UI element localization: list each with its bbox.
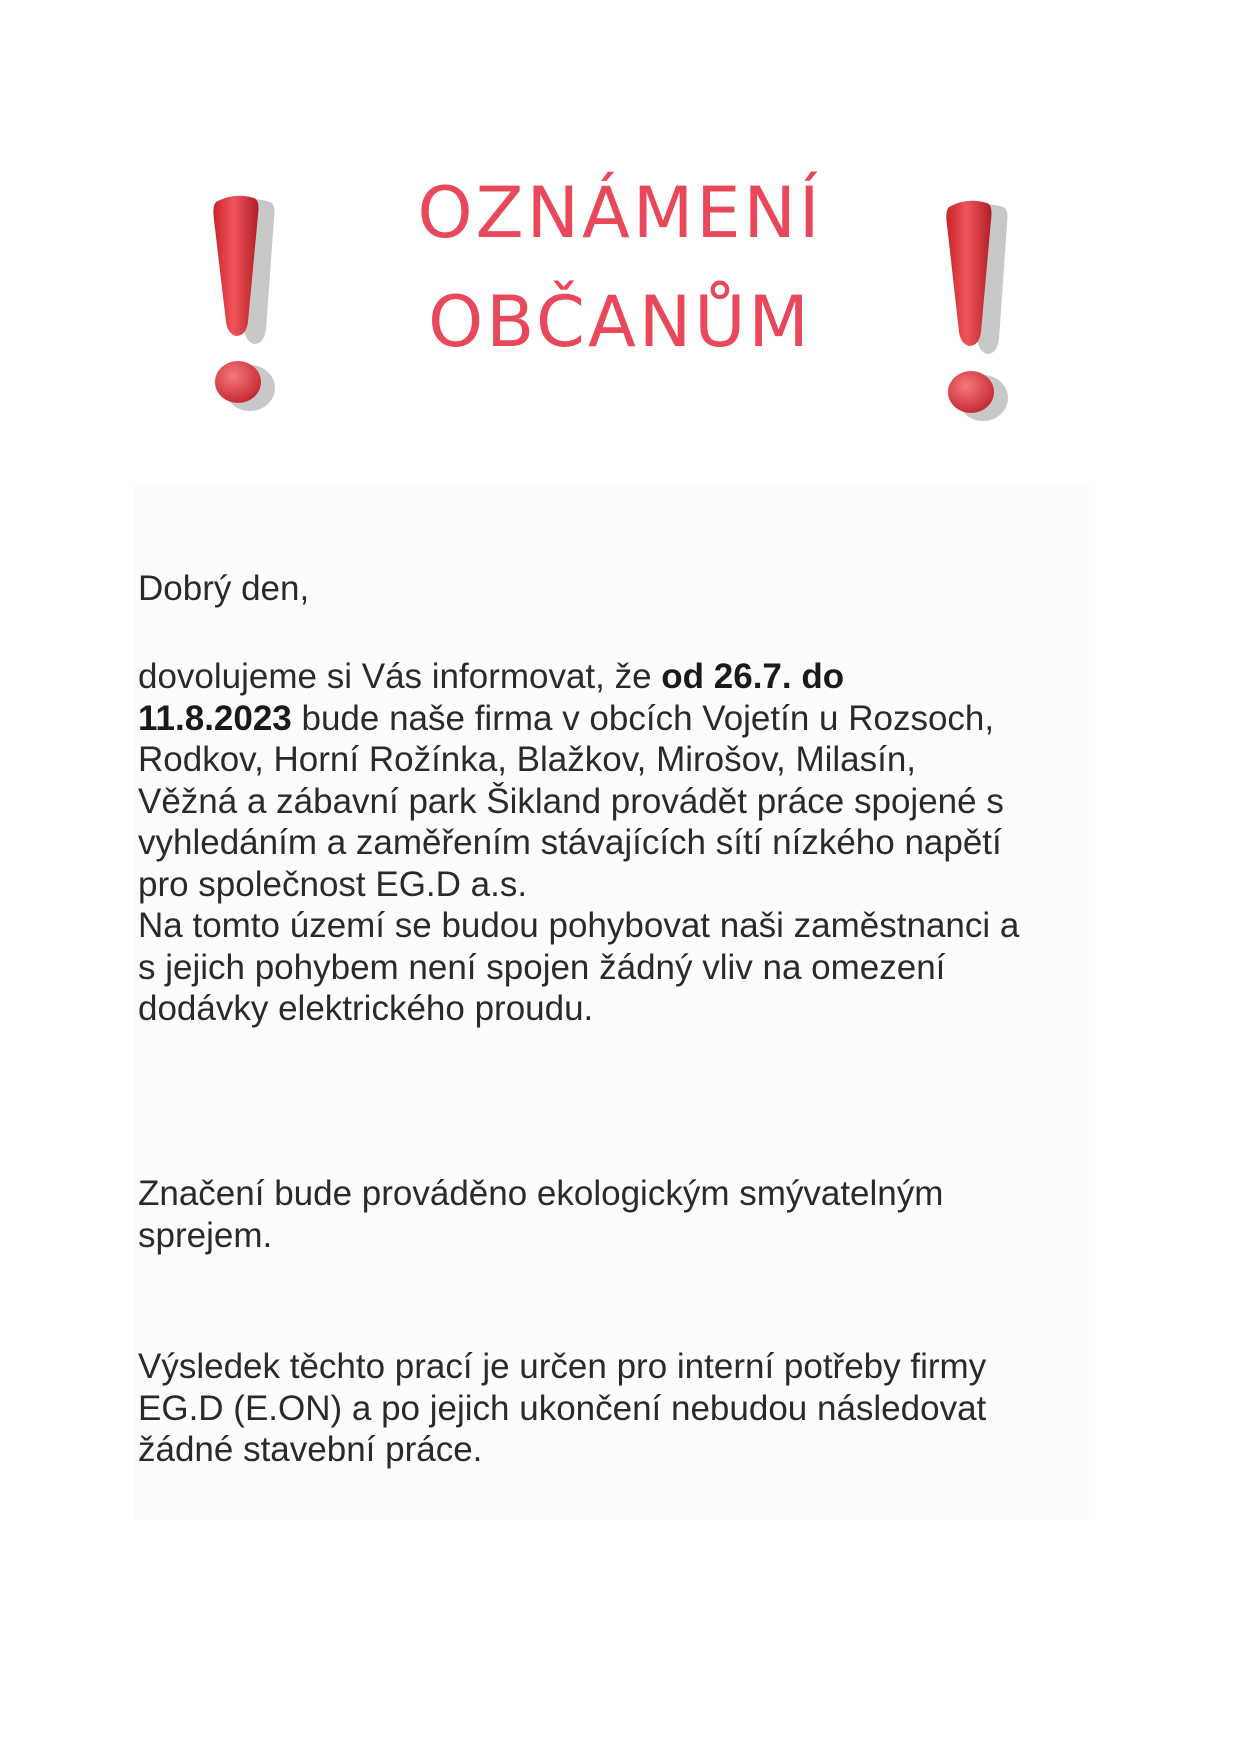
result-paragraph xyxy=(138,1346,1088,1471)
date-range-start: od 26.7. do xyxy=(661,657,845,696)
main-line-5: vyhledáním a zaměřením stávajících sítí nízkého napětí xyxy=(138,823,1002,862)
date-range-end: 11.8.2023 xyxy=(138,698,292,738)
main-line-8: s jejich pohybem není spojen žádný vliv na omezení xyxy=(138,947,946,987)
marking-paragraph xyxy=(138,1173,1088,1256)
exclamation-icon xyxy=(202,190,302,450)
main-line-2 xyxy=(138,698,1088,740)
greeting-text: Dobrý den, xyxy=(138,569,310,608)
exclamation-icon xyxy=(935,195,1035,455)
main-line-3: Rodkov, Horní Rožínka, Blažkov, Mirošov, Milasín, xyxy=(138,740,917,779)
main-line-2-text: bude naše firma v obcích Vojetín u Rozsoch, xyxy=(291,698,995,738)
main-line-1 xyxy=(138,656,1088,698)
result-line-2: EG.D (E.ON) a po jejich ukončení nebudou následovat xyxy=(138,1388,987,1428)
greeting xyxy=(138,568,1088,610)
main-line-7: Na tomto území se budou pohybovat naši zaměstnanci a xyxy=(138,906,1020,945)
main-paragraph xyxy=(138,656,1088,1030)
main-line-6: pro společnost EG.D a.s. xyxy=(138,864,528,904)
notice-title-line1: OZNÁMENÍ xyxy=(417,172,823,254)
marking-line-2: sprejem. xyxy=(138,1215,273,1255)
marking-line-1: Značení bude prováděno ekologickým smývatelným xyxy=(138,1174,944,1213)
main-line-9: dodávky elektrického proudu. xyxy=(138,989,594,1028)
result-line-3: žádné stavební práce. xyxy=(138,1430,483,1469)
notice-title-line2: OBČANŮM xyxy=(428,281,812,363)
main-line-1-text: dovolujeme si Vás informovat, že xyxy=(138,657,662,696)
main-line-4: Věžná a zábavní park Šikland provádět práce spojené s xyxy=(138,781,1004,821)
result-line-1: Výsledek těchto prací je určen pro interní potřeby firmy xyxy=(138,1347,987,1386)
